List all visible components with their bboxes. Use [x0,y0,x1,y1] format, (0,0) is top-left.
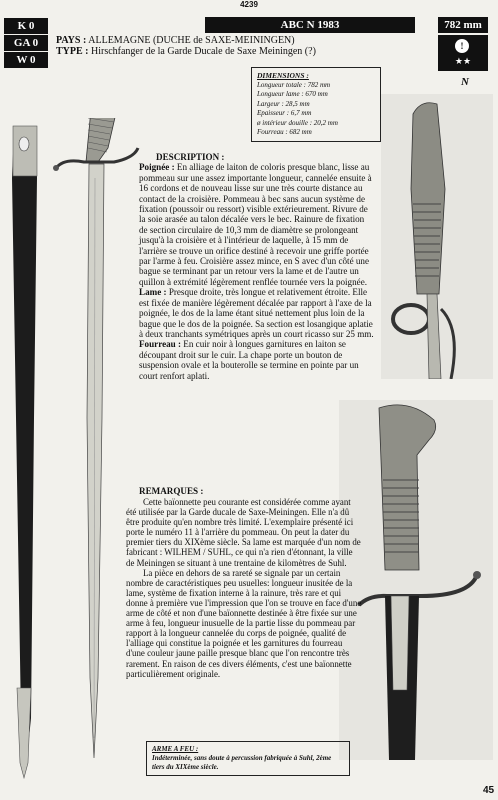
dim-line: Fourreau : 682 mm [257,128,312,136]
photo-bayonet-full [4,118,142,782]
pays-label: PAYS : [56,35,87,46]
meta-block [56,35,316,57]
series-letter: N [461,76,469,88]
lame-text: Presque droite, très longue et relativement étroite. Elle est fixée de manière légèrement décalée par rapport à l'axe de la poignée, le dos de la lame étant situé nettement plus loin de la bague que le dos de la poignée. Sa section est losangique aplatie à deux tranchants symétriques après un court ricasso sur 25 mm. [139,287,374,339]
hilt-rear-illustration [381,94,493,379]
type-value: Hirschfanger de la Garde Ducale de Saxe Meiningen (?) [91,46,316,57]
rarity-box-ga: GA 0 [4,35,48,51]
stars-icon: ★★ [454,56,472,66]
rating-box [438,35,488,71]
lame-label: Lame : [139,287,167,298]
arme-a-feu-title: ARME A FEU : [152,745,199,753]
arme-a-feu-text: Indéterminée, sans doute à percussion fabriquée à Suhl, 2ème tiers du XIXème siècle. [152,754,332,771]
dim-line: Epaisseur : 6,7 mm [257,109,312,117]
dim-line: Largeur : 28,5 mm [257,99,310,108]
length-badge: 782 mm [438,17,488,33]
hilt-side-illustration [339,400,493,760]
remarks-heading: REMARQUES : [139,486,204,496]
poignee-paragraph [139,162,375,287]
fourreau-text: En cuir noir à longues garnitures en laiton se découpant droit sur le cuir. La chape porte un bouton de suspension ovale et la bouterolle se termine en pointe par un court renfort aplati. [139,339,359,381]
rarity-box-k: K 0 [4,18,48,34]
rarity-box-w: W 0 [4,52,48,68]
pays-value: ALLEMAGNE (DUCHE de SAXE-MEININGEN) [88,35,295,46]
remarks-paragraph-2: La pièce en dehors de sa rareté se signale par un certain nombre de caractéristiques peu usuelles: longueur inusitée de la lame, système de fixation interne à la rainure, très rare et qui donne à première vue l'impression que l'on se trouve en face d'une arme de côté et non d'une baïonnette destinée à être fixée sur une arme à feu, longueur inusuelle de la partie lisse du pommeau par rapport à la longueur cannelée du corps de poignée, qualité de l'alliage qui constitue la poignée et les garnitures du fourreau d'une couleur jaune paille presque blanc que l'on rencontre très rarement. En raison de ces divers éléments, c'est une baïonnette particulièrement originale. [126,567,362,679]
lame-paragraph [139,287,375,339]
top-page-number: 4239 [240,0,258,9]
medal-icon: ! [455,39,469,53]
fourreau-label: Fourreau : [139,339,182,350]
dimensions-title: DIMENSIONS : [257,71,309,80]
dim-line: ø intérieur douille : 20,2 mm [257,118,338,127]
description-block [139,152,375,381]
arme-a-feu-box [146,741,350,776]
dim-line: Longueur totale : 782 mm [257,80,331,89]
bayonet-full-illustration [4,118,142,782]
catalog-title: ABC N 1983 [205,17,415,33]
page-number: 45 [483,785,495,796]
poignee-text: En alliage de laiton de coloris presque blanc, lisse au pommeau sur une assez importante longueur, cannelée ensuite à 16 cordons et de nouveau lisse sur une très courte distance au contact de la croisière. Pommeau à bec sans aucun système de fixation (poussoir ou ressort) visible extérieurement. Rivure de la soie arasée au talon décalée vers le bec. Rainure de fixation de section circulaire de 10,3 mm de diamètre se prolongeant jusqu'à la croisière et à l'intérieur de laquelle, à 15 mm de l'arrière se trouve un orifice destiné à recevoir une griffe portée par l'arme à feu. Croisière assez mince, en S avec d'un côté une bague se terminant par un retour vers la lame et de l'autre un quillon à extrémité légèrement renflée tournée vers la poignée. [139,162,372,287]
photo-hilt-rear [381,94,493,379]
photo-hilt-side [339,400,493,760]
rarity-boxes [4,18,48,69]
type-label: TYPE : [56,46,89,57]
remarks-paragraph-1: Cette baïonnette peu courante est considérée comme ayant été utilisée par la Garde ducale de Saxe-Meiningen. Elle n'a dû être produite qu'en nombre très limité. L'exemplaire présenté ici porte le numéro 11 à l'arrière du pommeau. On peut la dater du premier tiers du XIXème siècle. Sa lame est marquée d'un nom de fabricant : WILHEM / SUHL, ce qui n'a rien d'étonnant, la ville de Meiningen se situant à une trentaine de kilomètres de Suhl. [126,497,361,568]
poignee-label: Poignée : [139,162,175,173]
fourreau-paragraph [139,339,375,381]
dim-line: Longueur lame : 670 mm [257,90,328,98]
description-heading: DESCRIPTION : [156,152,225,162]
remarks-block [126,497,362,679]
dimensions-box [251,67,381,142]
